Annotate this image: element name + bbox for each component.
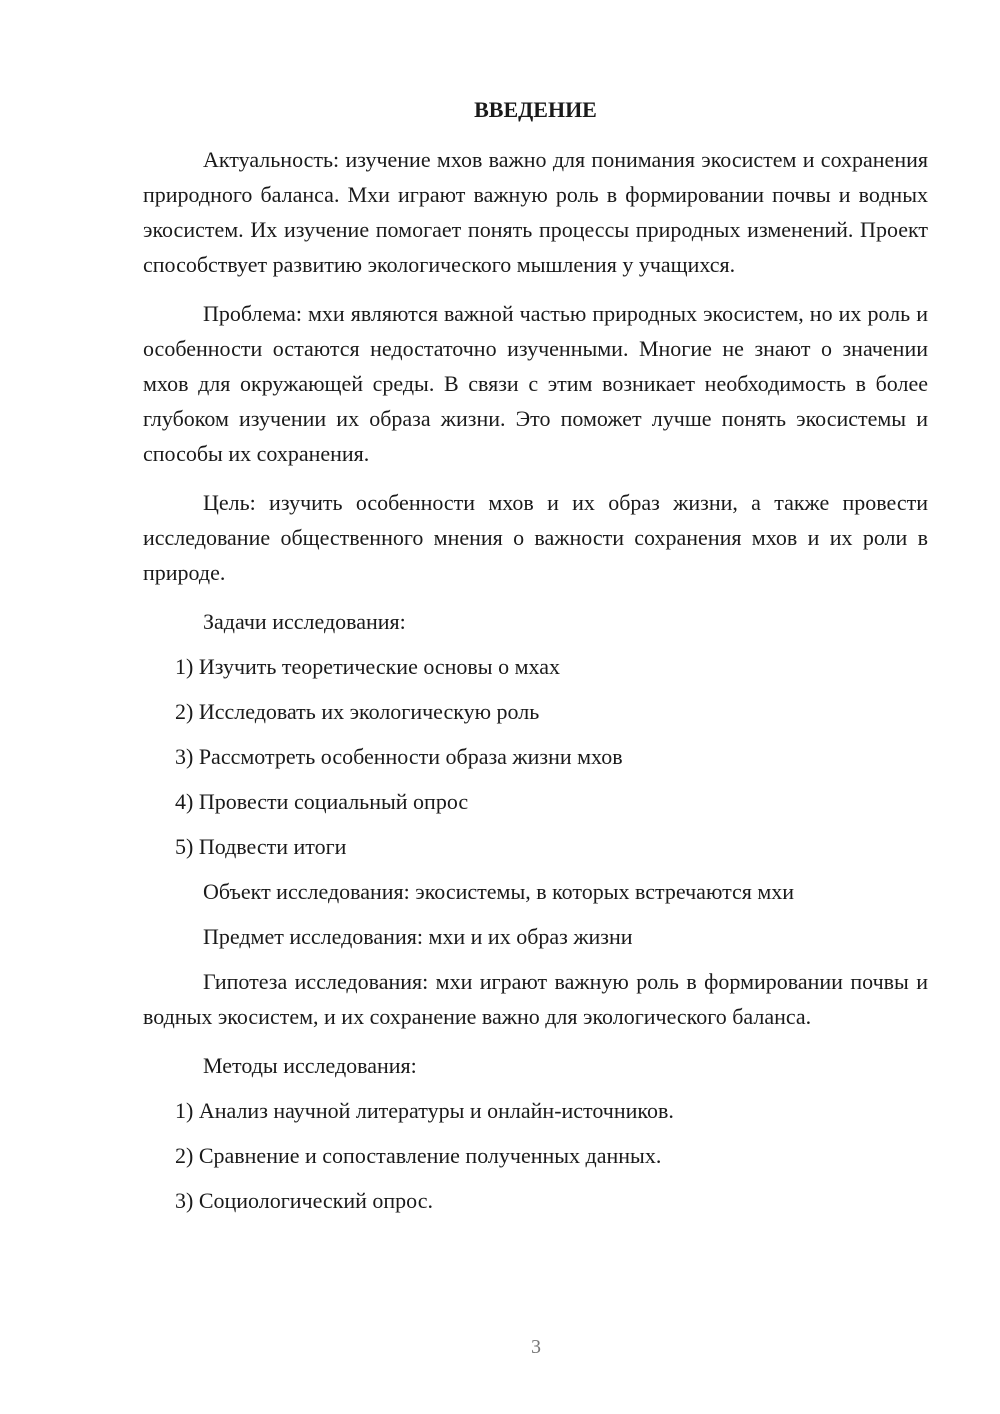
task-item-1: 1) Изучить теоретические основы о мхах <box>175 654 560 679</box>
page-title: ВВЕДЕНИЕ <box>474 97 597 122</box>
goal-paragraph: Цель: изучить особенности мхов и их образ жизни, а также провести исследование общественного мнения о важности сохранения мхов и их роли в природе. <box>143 490 928 585</box>
methods-heading: Методы исследования: <box>203 1053 417 1078</box>
method-item-1: 1) Анализ научной литературы и онлайн-источников. <box>175 1098 674 1123</box>
problem-paragraph: Проблема: мхи являются важной частью природных экосистем, но их роль и особенности остаются недостаточно изученными. Многие не знают о значении мхов для окружающей среды. В связи с этим возникает необходимость в более глубоком изучении их образа жизни. Это поможет лучше понять экосистемы и способы их сохранения. <box>143 301 928 466</box>
page-number: 3 <box>531 1336 541 1358</box>
method-item-3: 3) Социологический опрос. <box>175 1188 433 1213</box>
research-subject: Предмет исследования: мхи и их образ жизни <box>203 924 633 949</box>
task-item-4: 4) Провести социальный опрос <box>175 789 469 814</box>
method-item-2: 2) Сравнение и сопоставление полученных данных. <box>175 1143 662 1168</box>
task-item-3: 3) Рассмотреть особенности образа жизни мхов <box>175 744 623 769</box>
actuality-paragraph: Актуальность: изучение мхов важно для понимания экосистем и сохранения природного баланса. Мхи играют важную роль в формировании почвы и водных экосистем. Их изучение помогает понять процессы природных изменений. Проект способствует развитию экологического мышления у учащихся. <box>143 147 928 277</box>
task-item-2: 2) Исследовать их экологическую роль <box>175 699 540 724</box>
document-page <box>143 92 928 1228</box>
tasks-heading: Задачи исследования: <box>203 609 406 634</box>
hypothesis-paragraph: Гипотеза исследования: мхи играют важную роль в формировании почвы и водных экосистем, и их сохранение важно для экологического баланса. <box>143 969 928 1029</box>
task-item-5: 5) Подвести итоги <box>175 834 347 859</box>
research-object: Объект исследования: экосистемы, в которых встречаются мхи <box>203 879 795 904</box>
